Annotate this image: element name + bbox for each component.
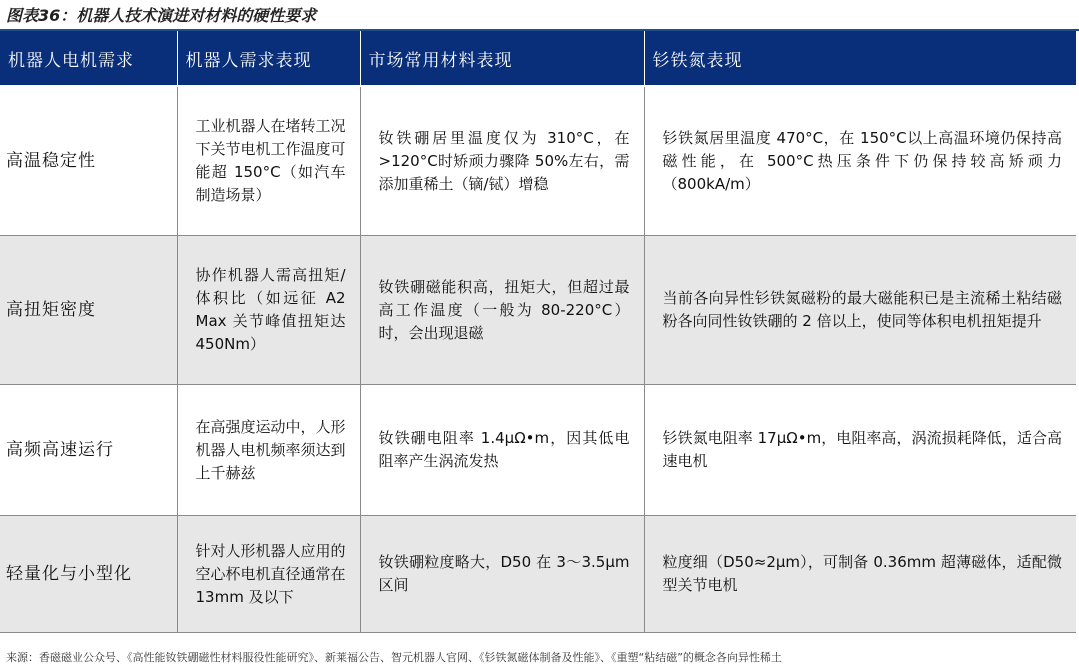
cell-robot: 针对人形机器人应用的空心杯电机直径通常在 13mm 及以下 — [177, 516, 360, 633]
cell-market: 钕铁硼粒度略大，D50 在 3～3.5μm 区间 — [360, 516, 644, 633]
cell-robot: 工业机器人在堵转工况下关节电机工作温度可能超 150°C（如汽车制造场景） — [177, 86, 360, 236]
table-row — [0, 385, 1076, 516]
table-row — [0, 236, 1076, 385]
cell-demand: 高扭矩密度 — [0, 236, 177, 385]
header-market-material: 市场常用材料表现 — [360, 31, 644, 86]
requirements-table — [0, 31, 1076, 633]
table-row — [0, 516, 1076, 633]
cell-market: 钕铁硼电阻率 1.4μΩ•m，因其低电阻率产生涡流发热 — [360, 385, 644, 516]
cell-smfen: 当前各向异性钐铁氮磁粉的最大磁能积已是主流稀土粘结磁粉各向同性钕铁硼的 2 倍以上，使同等体积电机扭矩提升 — [644, 236, 1076, 385]
header-smfen: 钐铁氮表现 — [644, 31, 1076, 86]
cell-robot: 在高强度运动中，人形机器人电机频率须达到上千赫兹 — [177, 385, 360, 516]
cell-demand: 高频高速运行 — [0, 385, 177, 516]
cell-demand: 轻量化与小型化 — [0, 516, 177, 633]
cell-market: 钕铁硼磁能积高，扭矩大，但超过最高工作温度（一般为 80-220°C）时，会出现退磁 — [360, 236, 644, 385]
cell-robot: 协作机器人需高扭矩/体积比（如远征 A2 Max 关节峰值扭矩达 450Nm） — [177, 236, 360, 385]
cell-smfen: 粒度细（D50≈2μm），可制备 0.36mm 超薄磁体，适配微型关节电机 — [644, 516, 1076, 633]
table-header-row — [0, 31, 1076, 86]
cell-market: 钕铁硼居里温度仅为 310°C，在>120°C时矫顽力骤降 50%左右，需添加重稀土（镝/铽）增稳 — [360, 86, 644, 236]
cell-demand: 高温稳定性 — [0, 86, 177, 236]
figure-title: 图表36：机器人技术演进对材料的硬性要求 — [6, 6, 317, 25]
source-note: 来源：香磁磁业公众号、《高性能钕铁硼磁性材料服役性能研究》、新莱福公告、智元机器人官网、《钐铁氮磁体制备及性能》、《重塑“粘结磁”的概念各向异性稀土 — [6, 651, 782, 664]
header-robot-demand: 机器人需求表现 — [177, 31, 360, 86]
cell-smfen: 钐铁氮电阻率 17μΩ•m，电阻率高，涡流损耗降低，适合高速电机 — [644, 385, 1076, 516]
header-motor-demand: 机器人电机需求 — [0, 31, 177, 86]
cell-smfen: 钐铁氮居里温度 470°C，在 150°C以上高温环境仍保持高磁性能，在 500°C热压条件下仍保持较高矫顽力（800kA/m） — [644, 86, 1076, 236]
table-row — [0, 86, 1076, 236]
